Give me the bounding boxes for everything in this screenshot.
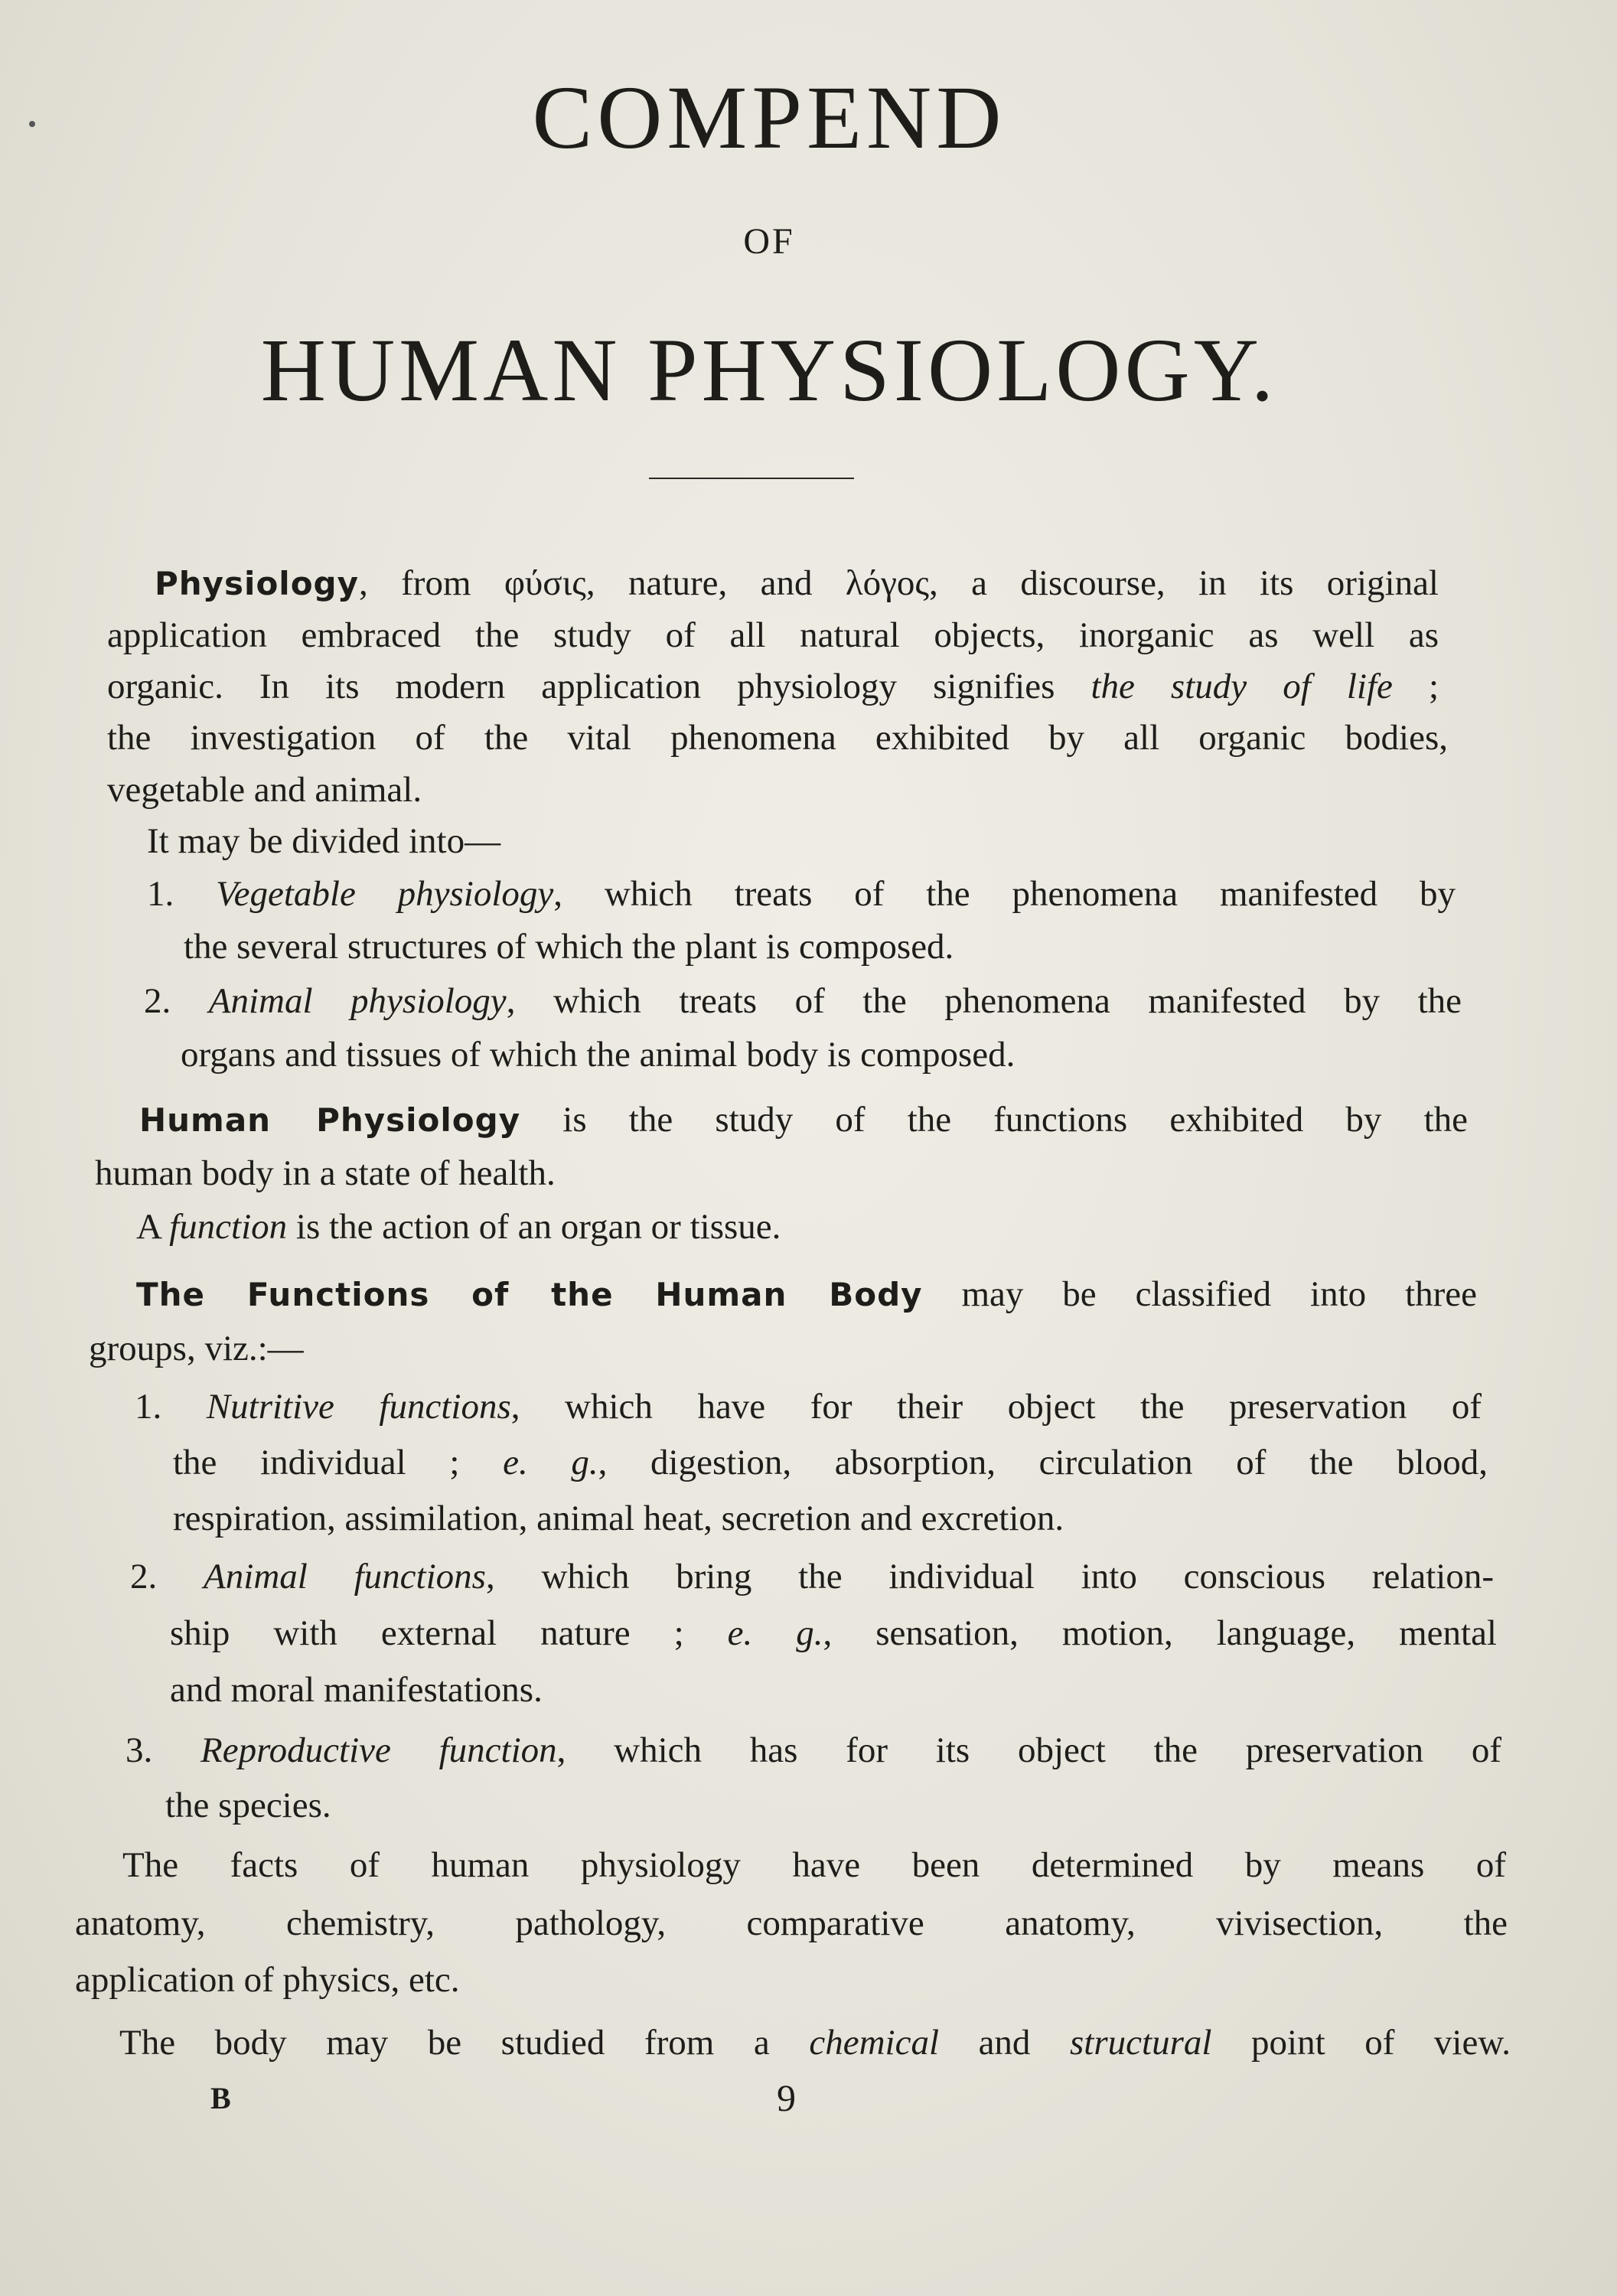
functions-line-1: The Functions of the Human Body may be classified into three — [136, 1274, 1477, 1314]
title-connector: OF — [743, 221, 795, 262]
page-subtitle: HUMAN PHYSIOLOGY. — [260, 320, 1278, 420]
page-title: COMPEND — [532, 67, 1006, 168]
division-item-2-line-1: 2. Animal physiology, which treats of the phenomena manifested by the — [144, 981, 1462, 1021]
function-item-1-line-2: the individual ; e. g., digestion, absorption, circulation of the blood, — [173, 1443, 1488, 1482]
function-item-3-line-1: 3. Reproductive function, which has for its object the preservation of — [126, 1730, 1502, 1770]
title-divider — [649, 478, 854, 479]
p1-line-5: vegetable and animal. — [107, 770, 422, 810]
page-number: 9 — [777, 2076, 796, 2119]
divided-intro: It may be divided into— — [147, 821, 501, 861]
division-item-1-line-1: 1. Vegetable physiology, which treats of the phenomena manifested by — [147, 874, 1456, 914]
human-line-1: Human Physiology is the study of the functions exhibited by the — [139, 1100, 1469, 1140]
p1-line-1: Physiology, from φύσις, nature, and λόγος, a discourse, in its original — [155, 563, 1439, 603]
signature-mark: B — [210, 2081, 231, 2115]
p1-line-4: the investigation of the vital phenomena exhibited by all organic bodies, — [107, 718, 1448, 758]
facts-line-2: anatomy, chemistry, pathology, comparative anatomy, vivisection, the — [75, 1903, 1508, 1943]
p1-line-3: organic. In its modern application physiology signifies the study of life ; — [107, 667, 1439, 706]
division-item-1-line-2: the several structures of which the plant is composed. — [184, 927, 954, 967]
body-line: The body may be studied from a chemical and structural point of view. — [119, 2023, 1511, 2063]
facts-line-1: The facts of human physiology have been determined by means of — [122, 1845, 1506, 1885]
human-line-2: human body in a state of health. — [95, 1153, 556, 1193]
function-definition: A function is the action of an organ or tissue. — [136, 1207, 781, 1247]
function-item-3-line-2: the species. — [165, 1786, 331, 1825]
function-item-1-line-1: 1. Nutritive functions, which have for their object the preservation of — [135, 1387, 1482, 1427]
function-item-2-line-1: 2. Animal functions, which bring the individual into conscious relation- — [130, 1557, 1494, 1596]
function-item-2-line-2: ship with external nature ; e. g., sensation, motion, language, mental — [170, 1613, 1497, 1653]
division-item-2-line-2: organs and tissues of which the animal body is composed. — [181, 1035, 1016, 1075]
p1-line-2: application embraced the study of all natural objects, inorganic as well as — [107, 615, 1439, 655]
function-item-2-line-3: and moral manifestations. — [170, 1670, 543, 1710]
functions-line-2: groups, viz.:— — [89, 1329, 304, 1368]
function-item-1-line-3: respiration, assimilation, animal heat, secretion and excretion. — [173, 1499, 1064, 1538]
facts-line-3: application of physics, etc. — [75, 1960, 460, 2000]
